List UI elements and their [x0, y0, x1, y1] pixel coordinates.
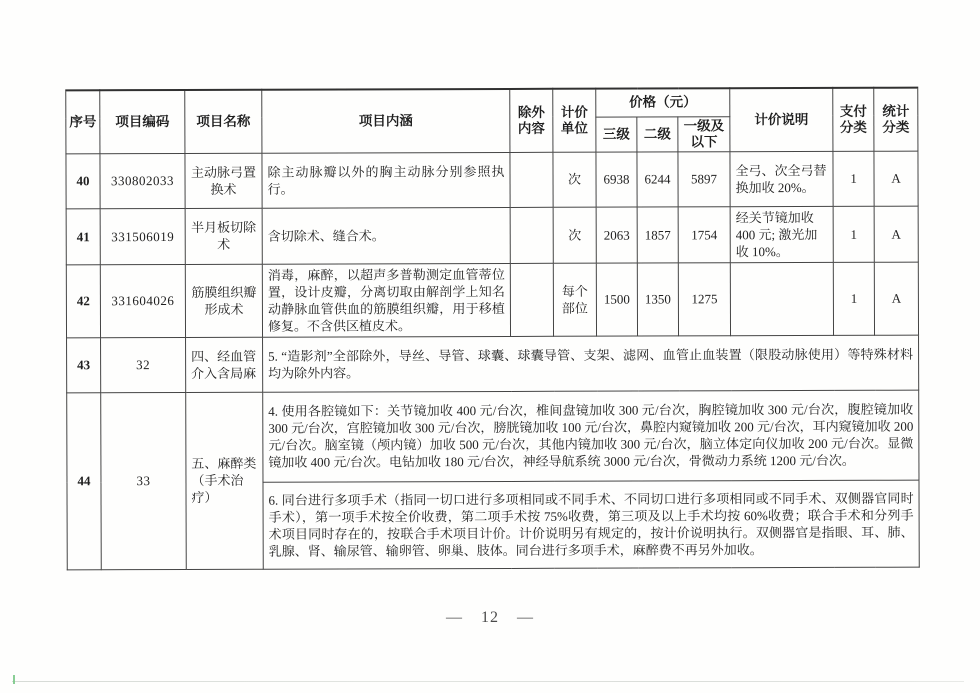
cell-content: 除主动脉瓣以外的胸主动脉分别参照执行。	[262, 152, 510, 208]
cell-seq: 43	[67, 337, 101, 392]
cell-stat: A	[874, 262, 918, 335]
cell-name: 半月板切除术	[185, 208, 262, 264]
cell-price-l1: 5897	[678, 151, 730, 206]
cell-name: 四、经血管介入含局麻	[186, 337, 263, 392]
cell-merged-content: 6. 同台进行多项手术（指同一切口进行多项相同或不同手术、不同切口进行多项相同或不同手术、双侧器官同时手术），第一项手术按全价收费，第二项手术按 75%收费，第三项及以上手术均按 60%收费；联合手术和分列手术项目同时存在的，按联合手术项目计价。计价说明另有规定的，按计价说明执行。双侧器官是指眼、耳、肺、乳腺、肾、输尿管、输卵管、卵巢、肢体。同台进行多项手术，麻醉费不再另外加收。	[263, 480, 919, 569]
table-row	[66, 262, 918, 338]
cell-price-l1: 1754	[678, 206, 730, 262]
cell-merged-content: 5. “造影剂”全部除外，导丝、导管、球囊、球囊导管、支架、滤网、血管止血装置（限股动脉使用）等特殊材料均为除外内容。	[263, 335, 919, 392]
col-header-price-l3: 三级	[596, 117, 637, 152]
cell-seq: 42	[66, 264, 100, 337]
cell-price-l3: 2063	[596, 207, 637, 263]
cell-code: 32	[101, 337, 186, 392]
col-header-seq: 序号	[66, 90, 100, 153]
cell-price-l1: 1275	[678, 262, 730, 335]
cell-code: 331506019	[100, 208, 185, 264]
cell-price-l2: 6244	[637, 151, 678, 206]
col-header-note: 计价说明	[730, 88, 833, 151]
table-row	[66, 206, 918, 265]
cell-pay: 1	[833, 262, 874, 335]
cell-code: 33	[101, 392, 187, 569]
scan-edge-line	[12, 681, 964, 682]
col-header-name: 项目名称	[185, 90, 262, 153]
cell-content: 含切除术、缝合术。	[262, 207, 510, 264]
cell-merged-content: 4. 使用各腔镜如下：关节镜加收 400 元/台次，椎间盘镜加收 300 元/台次，胸腔镜加收 300 元/台次，腹腔镜加收 300 元/台次，宫腔镜加收 300 元/台次，膀胱镜加收 100 元/台次，鼻腔内窥镜加收 200 元/台次，耳内窥镜加收 200 元/台次。脑室镜（颅内镜）加收 500 元/台次，其他内镜加收 300 元/台次，脑立体定向仪加收 200 元/台次。显微镜加收 400 元/台次。电钻加收 180 元/台次，神经导航系统 3000 元/台次，骨微动力系统 1200 元/台次。	[263, 390, 919, 482]
scan-artifact-tick	[13, 675, 15, 684]
col-header-code: 项目编码	[100, 90, 185, 153]
col-header-content: 项目内涵	[262, 89, 510, 153]
cell-unit: 次	[553, 207, 596, 263]
cell-stat: A	[874, 206, 918, 262]
pricing-table	[65, 87, 920, 570]
table-row	[67, 335, 919, 393]
cell-pay: 1	[833, 206, 874, 262]
cell-pay: 1	[833, 151, 874, 206]
table-row	[67, 390, 919, 483]
cell-excluded	[510, 263, 553, 336]
col-header-price-l1: 一级及以下	[678, 116, 730, 151]
cell-content: 消毒，麻醉，以超声多普勒测定血管蒂位置，设计皮瓣，分离切取由解剖学上知名动静脉血管供血的筋膜组织瓣，用于移植修复。不含供区植皮术。	[262, 263, 510, 337]
col-header-excluded: 除外内容	[510, 89, 553, 152]
col-header-price-group: 价格（元）	[596, 88, 730, 116]
cell-price-l3: 6938	[596, 152, 637, 207]
table-row	[66, 151, 918, 209]
cell-price-l2: 1350	[637, 262, 678, 335]
header-row-1	[66, 88, 918, 119]
cell-excluded	[510, 207, 553, 263]
cell-seq: 41	[66, 208, 100, 264]
cell-seq: 40	[66, 153, 100, 208]
cell-code: 330802033	[100, 153, 185, 208]
pricing-table-wrapper	[65, 87, 919, 570]
col-header-pay: 支付分类	[833, 88, 874, 151]
cell-price-l3: 1500	[596, 263, 637, 336]
cell-excluded	[510, 152, 553, 207]
col-header-stat: 统计分类	[874, 88, 918, 151]
page-number: — 12 —	[446, 609, 534, 626]
cell-note	[730, 262, 833, 335]
cell-unit: 次	[553, 152, 596, 207]
cell-name: 五、麻醉类（手术治疗）	[186, 392, 264, 569]
col-header-price-l2: 二级	[637, 116, 678, 151]
cell-stat: A	[874, 151, 918, 206]
cell-unit: 每个部位	[553, 263, 596, 336]
cell-name: 筋膜组织瓣形成术	[185, 264, 262, 337]
cell-price-l2: 1857	[637, 206, 678, 262]
cell-code: 331604026	[100, 264, 185, 337]
cell-name: 主动脉弓置换术	[185, 153, 262, 208]
col-header-unit: 计价单位	[553, 89, 596, 152]
cell-note: 经关节镜加收 400 元; 激光加收 10%。	[730, 206, 833, 262]
cell-note: 全弓、次全弓替换加收 20%。	[730, 151, 833, 206]
cell-seq: 44	[67, 392, 102, 569]
